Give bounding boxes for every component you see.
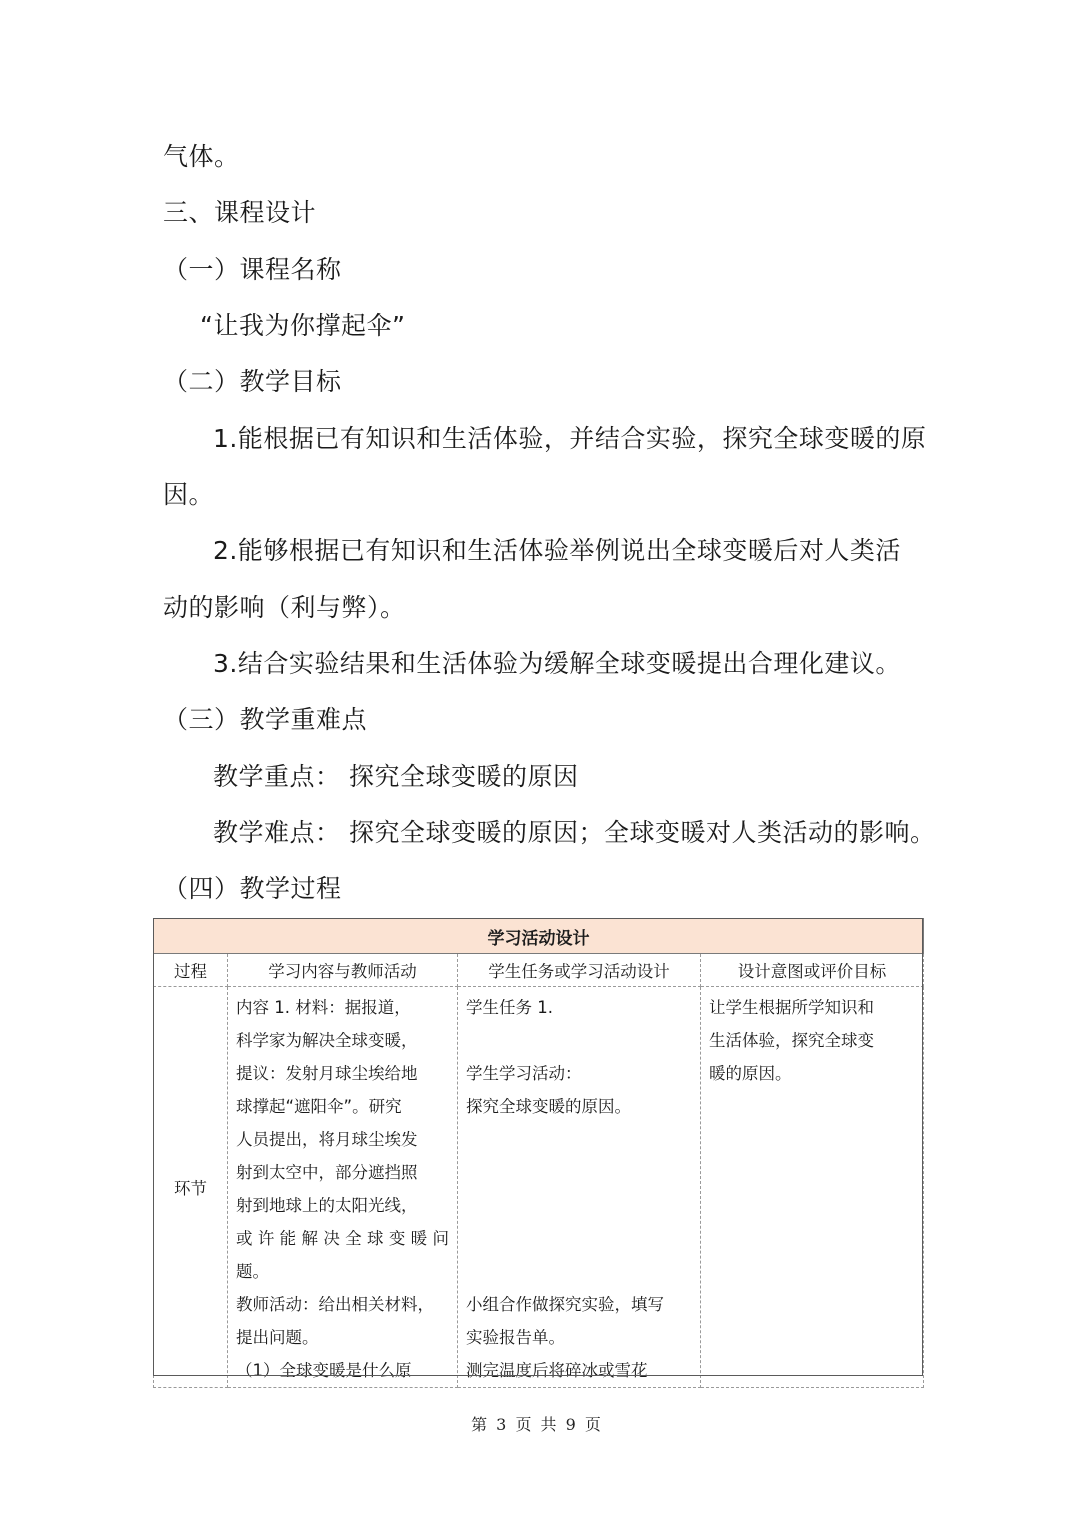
content-line: 提出问题。 — [236, 1328, 319, 1347]
intent-line: 暖的原因。 — [709, 1064, 792, 1083]
content-line: 球撑起“遮阳伞”。研究 — [236, 1097, 402, 1116]
stage-cell: 环节 — [154, 987, 228, 1388]
header-content: 学习内容与教师活动 — [228, 954, 458, 987]
content-line: 题。 — [236, 1262, 269, 1281]
section-heading: 三、课程设计 — [163, 198, 317, 227]
activity-label: 学生学习活动： — [466, 1064, 582, 1083]
intent-line: 让学生根据所学知识和 — [709, 998, 874, 1017]
activity-design-table — [153, 918, 924, 1388]
subsection-heading: （三）教学重难点 — [163, 705, 368, 734]
subsection-heading: （四）教学过程 — [163, 874, 342, 903]
objective-2: 2.能够根据已有知识和生活体验举例说出全球变暖后对人类活 — [213, 536, 901, 565]
page-footer: 第 3 页 共 9 页 — [471, 1415, 603, 1434]
activity-line: 探究全球变暖的原因。 — [466, 1097, 631, 1116]
student-task-cell — [458, 987, 701, 1388]
header-student-task: 学生任务或学习活动设计 — [458, 954, 701, 987]
key-point: 教学重点： 探究全球变暖的原因 — [213, 762, 579, 791]
text-line: 气体。 — [163, 142, 240, 171]
content-line: 教师活动：给出相关材料， — [236, 1295, 434, 1314]
objective-1: 1.能根据已有知识和生活体验，并结合实验，探究全球变暖的原 — [213, 424, 927, 453]
table-title: 学习活动设计 — [154, 919, 924, 954]
content-line: 提议：发射月球尘埃给地 — [236, 1064, 418, 1083]
objective-2-cont: 动的影响（利与弊）。 — [163, 593, 406, 622]
subsection-heading: （二）教学目标 — [163, 367, 342, 396]
subsection-heading: （一）课程名称 — [163, 255, 342, 284]
content-line: 射到太空中，部分遮挡照 — [236, 1163, 418, 1182]
objective-3: 3.结合实验结果和生活体验为缓解全球变暖提出合理化建议。 — [213, 649, 901, 678]
experiment-line: 小组合作做探究实验，填写 — [466, 1295, 664, 1314]
content-line: 内容 1. 材料：据报道， — [236, 998, 411, 1017]
content-cell — [228, 987, 458, 1388]
content-line: （1）全球变暖是什么原 — [236, 1361, 412, 1380]
experiment-line: 测完温度后将碎冰或雪花 — [466, 1361, 648, 1380]
course-name: “让我为你撑起伞” — [200, 311, 406, 340]
task-line: 学生任务 1. — [466, 998, 553, 1017]
difficult-point: 教学难点： 探究全球变暖的原因；全球变暖对人类活动的影响。 — [213, 818, 936, 847]
content-line: 射到地球上的太阳光线， — [236, 1196, 418, 1215]
objective-1-cont: 因。 — [163, 480, 215, 509]
experiment-line: 实验报告单。 — [466, 1328, 565, 1347]
design-intent-cell — [701, 987, 924, 1388]
header-process: 过程 — [154, 954, 228, 987]
content-line: 或许能解决全球变暖问 — [236, 1229, 449, 1248]
intent-line: 生活体验，探究全球变 — [709, 1031, 874, 1050]
content-line: 科学家为解决全球变暖， — [236, 1031, 418, 1050]
content-line: 人员提出，将月球尘埃发 — [236, 1130, 418, 1149]
header-design-intent: 设计意图或评价目标 — [701, 954, 924, 987]
